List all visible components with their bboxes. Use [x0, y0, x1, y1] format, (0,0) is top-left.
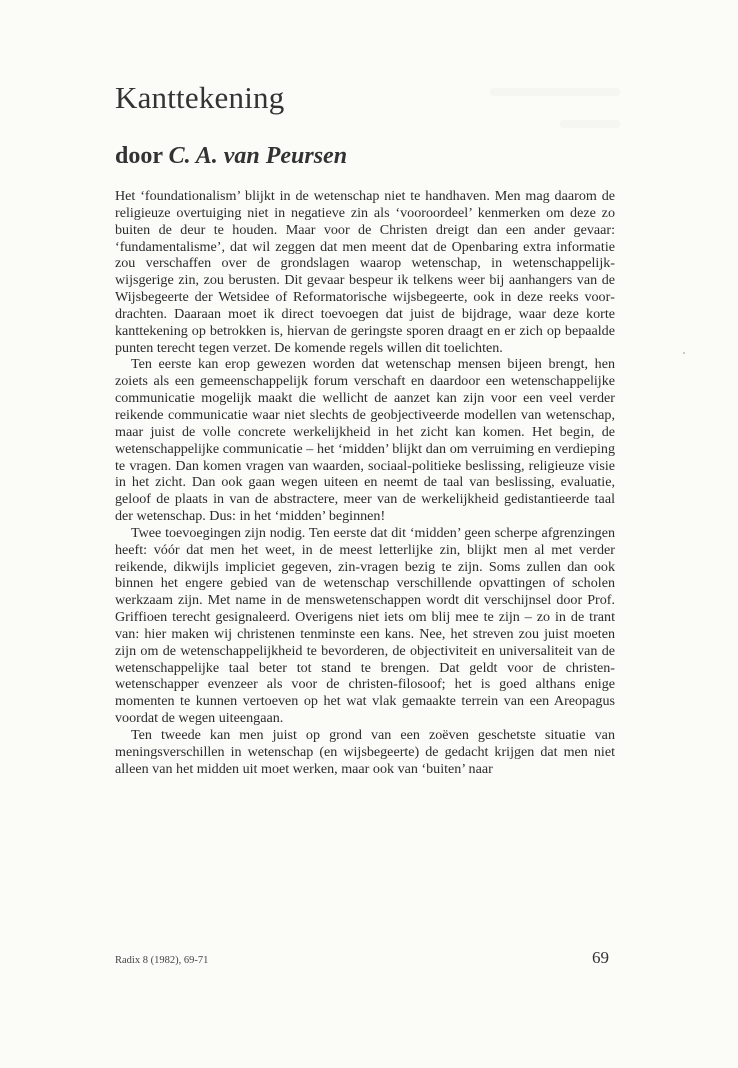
paragraph: Twee toevoegingen zijn nodig. Ten eerste dat dit ‘midden’ geen scherpe afgrenzingen heeft: vóór dat men het weet, in de meest letterlijke zin, blijkt men al met verder reikende, dikwijls impliciet gegeven, zin-vragen bezig te zijn. Soms zullen dan ook binnen het engere gebied van de wetenschap verschillende opvattingen of scholen werkzaam zijn. Met name in de menswetenschappen wordt dit verschijnsel door Prof. Griffioen terecht gesignaleerd. Overigens niet iets om blij mee te zijn – zo in de trant van: hier maken wij christenen tenminste een kans. Nee, het streven zou juist moeten zijn om de wetenschappelijkheid te bevorderen, de objectiviteit en universaliteit van de wetenschappelijke taal beter tot stand te brengen. Dat geldt voor de christen-wetenschapper evenzeer als voor de christen-filosoof; het is goed althans enige momenten te kunnen vertoeven op het wat vlak gemaakte terrein van een Areopagus voordat de wegen uiteengaan.: [115, 524, 615, 727]
journal-citation: Radix 8 (1982), 69-71: [115, 955, 209, 966]
author-name: C. A. van Peursen: [168, 143, 348, 169]
article-title: Kanttekening: [115, 80, 285, 115]
paper-speck: [683, 352, 685, 354]
byline: [115, 143, 347, 170]
paragraph: Het ‘foundationalism’ blijkt in de wetenschap niet te handhaven. Men mag daarom de religieuze overtuiging niet in negatieve zin als ‘vooroordeel’ kenmerken om deze zo buiten de deur te houden. Maar voor de Christen dreigt dan een ander gevaar: ‘fundamentalisme’, dat wil zeggen dat men meent dat de Openbaring extra informatie zou verschaffen over de grondslagen waarop wetenschap, in wetenschappelijk-wijsgerige zin, zou berusten. Dit gevaar bespeur ik telkens weer bij aanhangers van de Wijsbegeerte der Wetsidee of Reformatorische wijsbegeerte, ook in deze reeks voordrachten. Daaraan moet ik direct toevoegen dat juist de bijdrage, waar deze korte kanttekening op betrokken is, hiervan de geringste sporen draagt en er zich op bepaalde punten terecht tegen verzet. De komende regels willen dit toelichten.: [115, 188, 615, 356]
bleed-through-mark: [560, 120, 620, 128]
bleed-through-mark: [490, 88, 620, 96]
page-number: 69: [592, 948, 609, 967]
byline-prefix: door: [115, 143, 169, 169]
paragraph: Ten eerste kan erop gewezen worden dat wetenschap mensen bijeen brengt, hen zoiets als een gemeenschappelijk forum verschaft en daardoor een wetenschappelijke communicatie mogelijk maakt die wellicht de aanzet kan zijn voor een veel verder reikende communicatie waar niet slechts de geobjectiveerde modellen van wetenschap, maar juist de volle concrete werkelijkheid in het zicht kan komen. Het begin, de wetenschappelijke communicatie – het ‘midden’ blijkt dan om verruiming en verdieping te vragen. Dan komen vragen van waarden, sociaal-politieke beslissing, religieuze visie in het zicht. Dan ook gaan wegen uiteen en neemt de taal van beslissing, evaluatie, geloof de plaats in van de abstractere, meer van de werkelijkheid gedistantieerde taal der wetenschap. Dus: in het ‘midden’ beginnen!: [115, 356, 615, 525]
paragraph: Ten tweede kan men juist op grond van een zoëven geschetste situatie van meningsverschillen in wetenschap (en wijsbegeerte) de gedacht krijgen dat men niet alleen van het midden uit moet werken, maar ook van ‘buiten’ naar: [115, 727, 615, 777]
article-body: [115, 188, 615, 778]
